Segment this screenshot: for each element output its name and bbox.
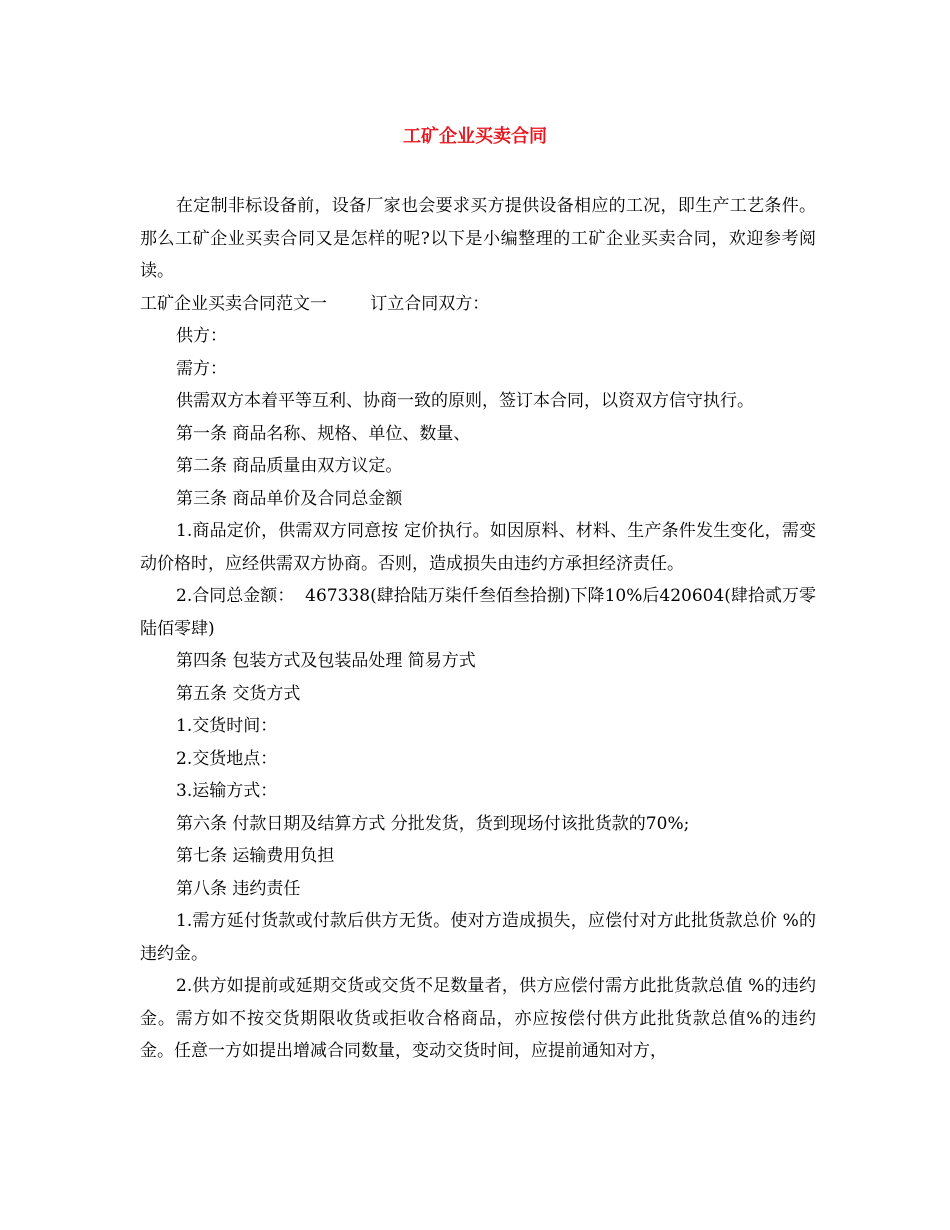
- intro-paragraph: 在定制非标设备前，设备厂家也会要求买方提供设备相应的工况，即生产工艺条件。那么工矿企业买卖合同又是怎样的呢?以下是小编整理的工矿企业买卖合同，欢迎参考阅读。: [140, 196, 816, 281]
- article-5-item-1: 1.交货时间：: [176, 716, 278, 736]
- document-title: 工矿企业买卖合同: [403, 126, 547, 147]
- article-3-item-1: 1.商品定价，供需双方同意按 定价执行。如因原料、材料、生产条件发生变化，需变动价格时，应经供需双方协商。否则，造成损失由违约方承担经济责任。: [140, 521, 816, 574]
- supplier-line: 供方：: [176, 326, 227, 346]
- article-5: 第五条 交货方式: [176, 683, 301, 704]
- principle-paragraph: 供需双方本着平等互利、协商一致的原则，签订本合同，以资双方信守执行。: [176, 391, 754, 411]
- article-5-item-2: 2.交货地点：: [176, 748, 278, 769]
- article-3-item-2: 2.合同总金额： 467338(肆拾陆万柒仟叁佰叁拾捌)下降10%后420604(肆拾贰万零陆佰零肆): [140, 586, 816, 639]
- article-5-item-3: 3.运输方式：: [176, 781, 278, 801]
- article-2: 第二条 商品质量由双方议定。: [176, 456, 403, 476]
- sample-heading-parties: 工矿企业买卖合同范文一 订立合同双方：: [140, 293, 490, 314]
- article-3: 第三条 商品单价及合同总金额: [176, 488, 403, 509]
- article-8-item-2: 2.供方如提前或延期交货或交货不足数量者，供方应偿付需方此批货款总值 %的违约金。需方如不按交货期限收货或拒收合格商品，亦应按偿付供方此批货款总值%的违约金。任意一方如提出增减合同数量，变动交货时间，应提前通知对方，: [140, 976, 816, 1061]
- buyer-line: 需方：: [176, 358, 227, 379]
- article-7: 第七条 运输费用负担: [176, 846, 335, 866]
- article-8-item-1: 1.需方延付货款或付款后供方无货。使对方造成损失，应偿付对方此批货款总价 %的违约金。: [140, 911, 816, 964]
- article-6: 第六条 付款日期及结算方式 分批发货，货到现场付该批货款的70%;: [176, 813, 690, 834]
- document-body: [140, 190, 816, 1068]
- article-8: 第八条 违约责任: [176, 878, 301, 899]
- article-1: 第一条 商品名称、规格、单位、数量、: [176, 423, 471, 444]
- article-4: 第四条 包装方式及包装品处理 简易方式: [176, 651, 476, 671]
